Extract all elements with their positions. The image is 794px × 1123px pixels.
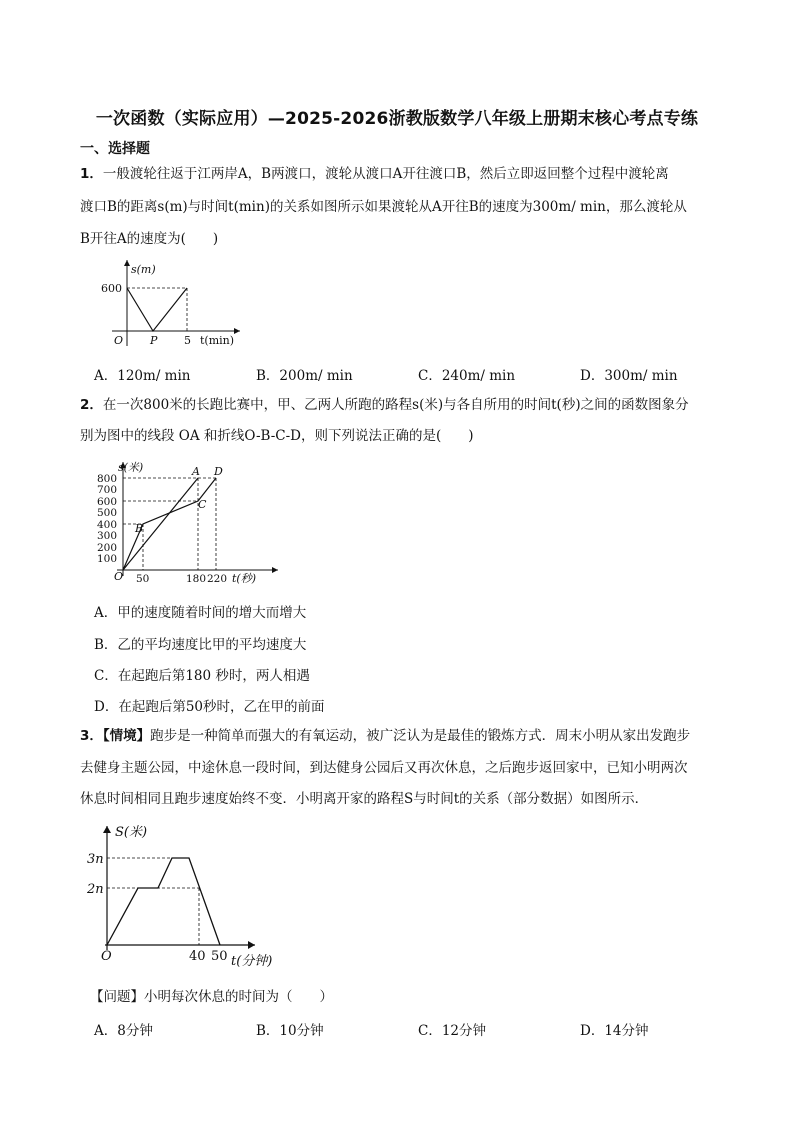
q2-ylabel: s(米) xyxy=(118,461,144,474)
q2-ytick-500: 500 xyxy=(97,507,118,519)
q2-graph xyxy=(90,458,290,588)
q1-option-d: D．300m/ min xyxy=(580,368,678,384)
q1-xlabel: t(min) xyxy=(200,334,235,347)
q2-ytick-600: 600 xyxy=(97,496,118,508)
q3-tick-50: 50 xyxy=(211,949,228,964)
q1-line xyxy=(127,288,187,331)
q2-ytick-100: 100 xyxy=(97,553,118,565)
q2-ytick-200: 200 xyxy=(97,542,118,554)
q2-xlabel: t(秒) xyxy=(232,572,257,585)
section-heading: 一、选择题 xyxy=(80,141,150,157)
q3-option-b: B．10分钟 xyxy=(256,1023,324,1039)
q1-tick-600: 600 xyxy=(101,282,122,295)
q1-tick-5: 5 xyxy=(184,334,191,347)
q1-option-c: C．240m/ min xyxy=(418,368,516,384)
q3-ylabel: S(米) xyxy=(115,825,148,840)
q1-number: 1． xyxy=(80,166,103,182)
q3-number: 3． xyxy=(80,728,103,744)
q2-label-d: D xyxy=(214,465,223,478)
q2-option-b: B．乙的平均速度比甲的平均速度大 xyxy=(94,637,307,653)
q1-line2: 渡口B的距离s(m)与时间t(min)的关系如图所示如果渡轮从A开往B的速度为300m/ min，那么渡轮从 xyxy=(80,199,687,215)
q3-tick-3n: 3n xyxy=(87,852,104,867)
q2-option-d: D．在起跑后第50秒时，乙在甲的前面 xyxy=(94,699,325,715)
q1-tick-p: P xyxy=(150,334,158,347)
q3-origin: O xyxy=(101,949,112,964)
q2-xtick-50: 50 xyxy=(136,573,150,585)
q3-question: 【问题】小明每次休息的时间为（ ） xyxy=(90,989,333,1005)
q2-option-a: A．甲的速度随着时间的增大而增大 xyxy=(94,605,307,621)
q2-label-c: C xyxy=(198,498,207,511)
q2-ytick-700: 700 xyxy=(97,484,118,496)
q2-ytick-400: 400 xyxy=(97,519,118,531)
q3-graph xyxy=(85,820,295,972)
q3-tick-2n: 2n xyxy=(87,882,104,897)
q2-xtick-220: 220 xyxy=(207,573,228,585)
q3-line1: 3．【情境】跑步是一种简单而强大的有氧运动，被广泛认为是最佳的锻炼方式．周末小明从家出发跑步 xyxy=(80,728,691,744)
q1-ylabel: s(m) xyxy=(131,263,156,276)
q1-line1: 1．一般渡轮往返于江两岸A，B两渡口，渡轮从渡口A开往渡口B，然后立即返回整个过程中渡轮离 xyxy=(80,166,669,182)
q3-xlabel: t(分钟) xyxy=(231,954,273,969)
q2-option-c: C．在起跑后第180 秒时，两人相遇 xyxy=(94,668,310,684)
q1-option-b: B．200m/ min xyxy=(256,368,353,384)
q2-label-a: A xyxy=(192,465,200,478)
q2-label-b: B xyxy=(135,522,144,535)
q3-line xyxy=(107,858,220,945)
q2-xtick-180: 180 xyxy=(186,573,207,585)
q2-line2: 别为图中的线段 OA 和折线O-B-C-D，则下列说法正确的是( ) xyxy=(80,428,474,444)
q2-line1: 2．在一次800米的长跑比赛中，甲、乙两人所跑的路程s(米)与各自所用的时间t(秒)之间的函数图象分 xyxy=(80,397,689,413)
q3-tag: 【情境】 xyxy=(102,728,151,744)
q2-ytick-300: 300 xyxy=(97,530,118,542)
q1-origin: O xyxy=(114,334,124,347)
q2-number: 2． xyxy=(80,397,103,413)
q1-graph xyxy=(90,258,260,350)
q3-tick-40: 40 xyxy=(189,949,206,964)
q1-option-a: A．120m/ min xyxy=(94,368,191,384)
q1-line3: B开往A的速度为( ) xyxy=(80,231,219,247)
q2-ytick-800: 800 xyxy=(97,473,118,485)
q3-line2: 去健身主题公园，中途休息一段时间，到达健身公园后又再次休息，之后跑步返回家中，已知小明两次 xyxy=(80,760,688,776)
page-title: 一次函数（实际应用）—2025-2026浙教版数学八年级上册期末核心考点专练 xyxy=(95,109,699,129)
q3-option-c: C．12分钟 xyxy=(418,1023,487,1039)
q3-option-d: D．14分钟 xyxy=(580,1023,649,1039)
q3-line3: 休息时间相同且跑步速度始终不变．小明离开家的路程S与时间t的关系（部分数据）如图所示． xyxy=(80,791,649,807)
q3-option-a: A．8分钟 xyxy=(94,1023,153,1039)
q2-origin: O xyxy=(114,570,124,583)
